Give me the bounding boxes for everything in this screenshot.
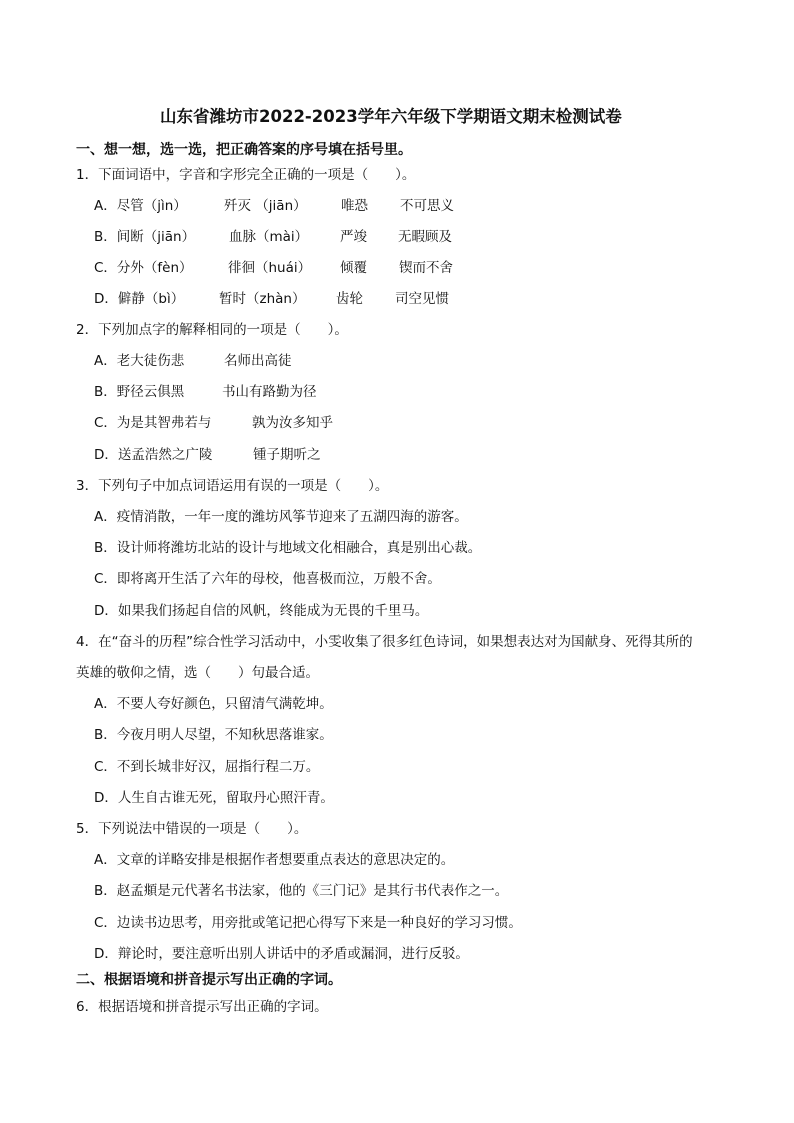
option-label: D．僻静（bì） xyxy=(94,291,185,307)
option-text: B．今夜月明人尽望，不知秋思落谁家。 xyxy=(94,727,333,743)
option-word: 书山有路勤为径 xyxy=(222,384,317,400)
option-label: B．间断（jiān） xyxy=(94,229,196,245)
option-text: C．边读书边思考，用旁批或笔记把心得写下来是一种良好的学习习惯。 xyxy=(94,915,522,931)
option-word: 锲而不舍 xyxy=(399,260,453,276)
question-stem: 3．下列句子中加点词语运用有误的一项是（ ）。 xyxy=(76,478,389,494)
question-stem-continued: 英雄的敬仰之情，选（ ）句最合适。 xyxy=(76,665,319,681)
option-text: B．设计师将潍坊北站的设计与地域文化相融合，真是别出心裁。 xyxy=(94,540,482,556)
option-label: A．尽管（jìn） xyxy=(94,198,187,214)
question-stem: 6．根据语境和拼音提示写出正确的字词。 xyxy=(76,999,328,1015)
option-label: C．为是其智弗若与 xyxy=(94,415,212,431)
option-word: 歼灭 （jiān） xyxy=(224,198,307,214)
option-word: 唯恐 xyxy=(341,198,368,214)
section-heading: 一、想一想，选一选，把正确答案的序号填在括号里。 xyxy=(76,142,412,158)
option-word: 无暇顾及 xyxy=(398,229,452,245)
option-text: A．不要人夸好颜色，只留清气满乾坤。 xyxy=(94,696,333,712)
option-text: A．疫情消散，一年一度的潍坊风筝节迎来了五湖四海的游客。 xyxy=(94,509,468,525)
option-word: 司空见惯 xyxy=(395,291,449,307)
option-word: 严竣 xyxy=(340,229,367,245)
question-stem: 2．下列加点字的解释相同的一项是（ ）。 xyxy=(76,322,348,338)
option-word: 锺子期听之 xyxy=(253,447,321,463)
option-word: 名师出高徒 xyxy=(224,353,292,369)
question-stem: 5．下列说法中错误的一项是（ ）。 xyxy=(76,821,308,837)
question-stem: 4．在“奋斗的历程”综合性学习活动中，小雯收集了很多红色诗词，如果想表达对为国献身、死得其所的 xyxy=(76,634,693,650)
option-word: 倾覆 xyxy=(340,260,367,276)
option-word: 暂时（zhàn） xyxy=(219,291,306,307)
exam-title: 山东省潍坊市2022-2023学年六年级下学期语文期末检测试卷 xyxy=(160,107,622,126)
option-label: A．老大徒伤悲 xyxy=(94,353,185,369)
option-text: C．不到长城非好汉，屈指行程二万。 xyxy=(94,759,320,775)
option-word: 齿轮 xyxy=(336,291,363,307)
option-word: 血脉（mài） xyxy=(229,229,309,245)
option-text: D．人生自古谁无死，留取丹心照汗青。 xyxy=(94,790,334,806)
question-stem: 1．下面词语中，字音和字形完全正确的一项是（ ）。 xyxy=(76,167,416,183)
option-word: 不可思义 xyxy=(400,198,454,214)
option-text: D．辩论时，要注意听出别人讲话中的矛盾或漏洞，进行反驳。 xyxy=(94,946,469,962)
option-label: C．分外（fèn） xyxy=(94,260,193,276)
option-word: 徘徊（huái） xyxy=(228,260,312,276)
option-label: D．送孟浩然之广陵 xyxy=(94,447,213,463)
section-heading: 二、根据语境和拼音提示写出正确的字词。 xyxy=(76,972,342,988)
option-text: C．即将离开生活了六年的母校，他喜极而泣，万般不舍。 xyxy=(94,571,441,587)
option-word: 孰为汝多知乎 xyxy=(252,415,333,431)
option-text: A．文章的详略安排是根据作者想要重点表达的意思决定的。 xyxy=(94,852,455,868)
option-text: B．赵孟頫是元代著名书法家，他的《三门记》是其行书代表作之一。 xyxy=(94,883,509,899)
option-label: B．野径云俱黑 xyxy=(94,384,185,400)
option-text: D．如果我们扬起自信的风帆，终能成为无畏的千里马。 xyxy=(94,603,429,619)
